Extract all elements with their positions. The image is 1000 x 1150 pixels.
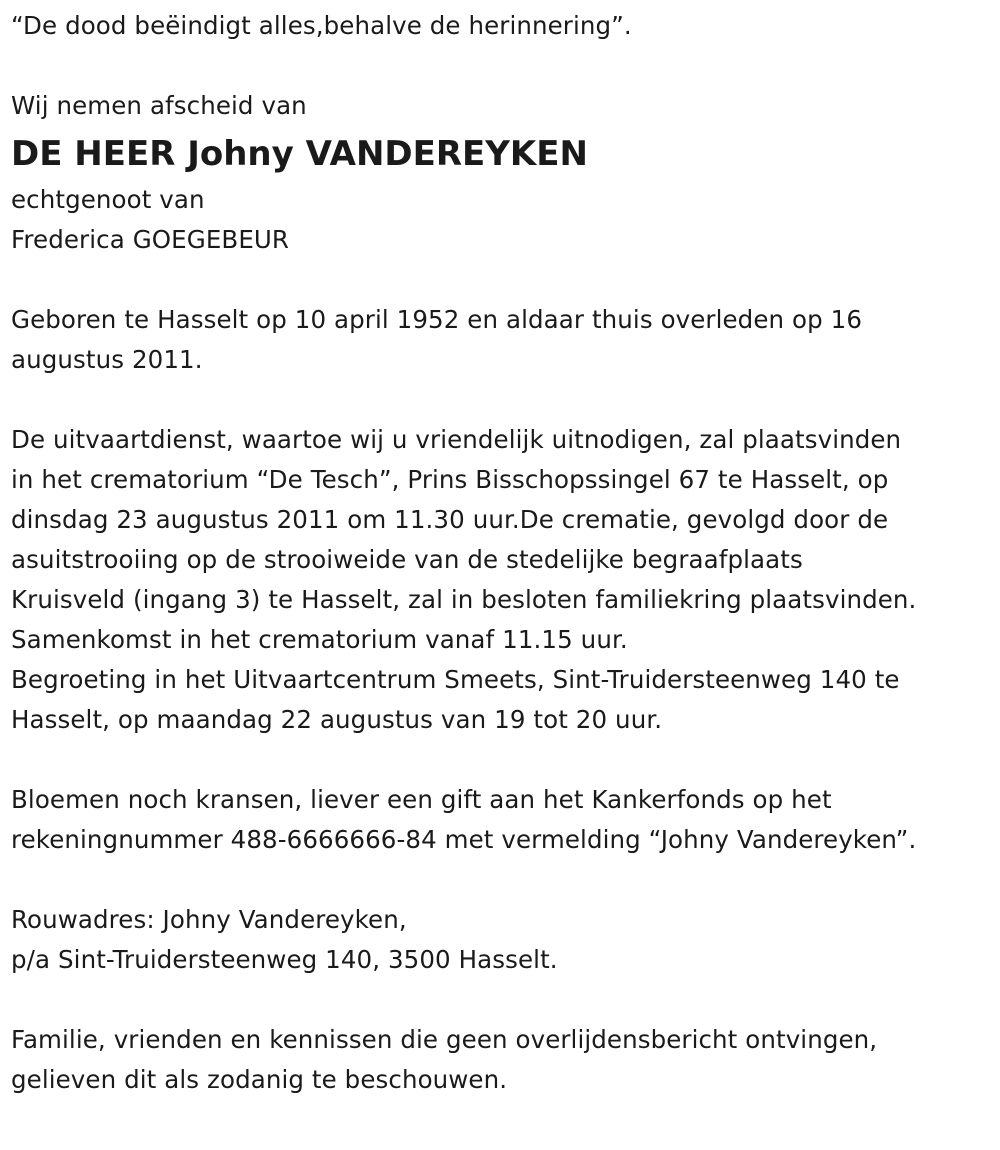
closing-paragraph [11, 1020, 991, 1100]
spacer [11, 860, 991, 900]
donation-paragraph [11, 780, 991, 860]
paragraph-line: in het crematorium “De Tesch”, Prins Bisschopssingel 67 te Hasselt, op [11, 465, 889, 494]
paragraph-line: Geboren te Hasselt op 10 april 1952 en aldaar thuis overleden op 16 [11, 305, 863, 334]
paragraph-line: augustus 2011. [11, 345, 203, 374]
ceremony-paragraph [11, 420, 991, 740]
paragraph-line: rekeningnummer 488-6666666-84 met vermelding “Johny Vandereyken”. [11, 825, 917, 854]
birth-death-paragraph [11, 300, 991, 380]
spacer [11, 380, 991, 420]
spacer [11, 46, 991, 86]
spacer [11, 740, 991, 780]
paragraph-line: Hasselt, op maandag 22 augustus van 19 tot 20 uur. [11, 705, 663, 734]
paragraph-line: Kruisveld (ingang 3) te Hasselt, zal in besloten familiekring plaatsvinden. [11, 585, 917, 614]
deceased-name: DE HEER Johny VANDEREYKEN [11, 134, 588, 174]
spacer [11, 260, 991, 300]
paragraph-line: p/a Sint-Truidersteenweg 140, 3500 Hasselt. [11, 945, 558, 974]
paragraph-line: asuitstrooiing op de strooiweide van de stedelijke begraafplaats [11, 545, 803, 574]
paragraph-line: De uitvaartdienst, waartoe wij u vriendelijk uitnodigen, zal plaatsvinden [11, 425, 902, 454]
paragraph-line: Bloemen noch kransen, liever een gift aan het Kankerfonds op het [11, 785, 832, 814]
spouse-label: echtgenoot van [11, 185, 205, 214]
paragraph-line: Rouwadres: Johny Vandereyken, [11, 905, 407, 934]
address-paragraph [11, 900, 991, 980]
paragraph-line: Begroeting in het Uitvaartcentrum Smeets, Sint-Truidersteenweg 140 te [11, 665, 900, 694]
intro-line: Wij nemen afscheid van [11, 91, 307, 120]
spacer [11, 980, 991, 1020]
paragraph-line: Familie, vrienden en kennissen die geen overlijdensbericht ontvingen, [11, 1025, 878, 1054]
paragraph-line: Samenkomst in het crematorium vanaf 11.15 uur. [11, 625, 628, 654]
obituary-document [11, 0, 991, 1100]
paragraph-line: dinsdag 23 augustus 2011 om 11.30 uur.De crematie, gevolgd door de [11, 505, 889, 534]
spouse-name: Frederica GOEGEBEUR [11, 225, 290, 254]
opening-quote: “De dood beëindigt alles,behalve de herinnering”. [11, 11, 632, 40]
paragraph-line: gelieven dit als zodanig te beschouwen. [11, 1065, 508, 1094]
